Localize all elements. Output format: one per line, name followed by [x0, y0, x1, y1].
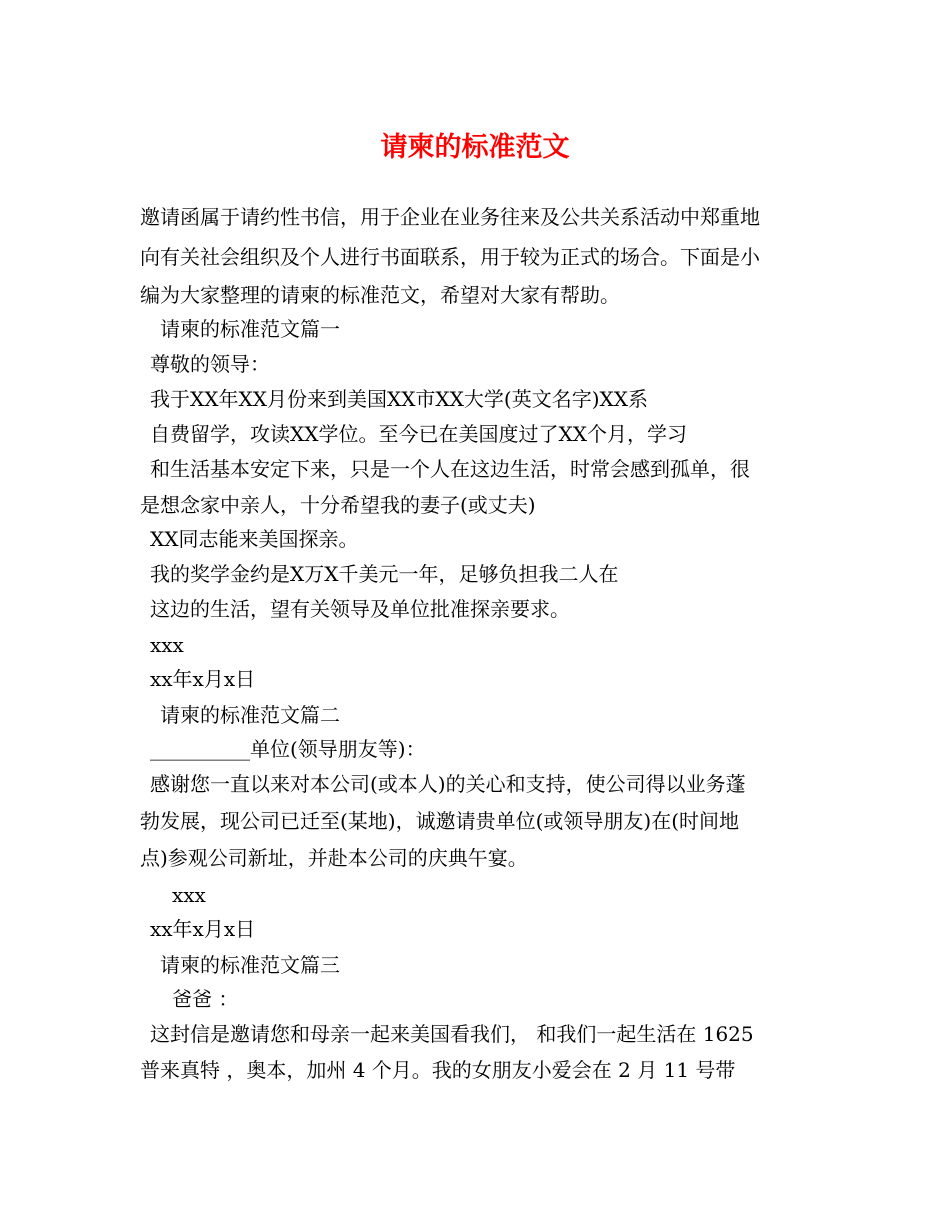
salutation: 爸爸 ：: [172, 987, 239, 1011]
paragraph-line: 勃发展，现公司已迁至(某地)，诚邀请贵单位(或领导朋友)在(时间地: [140, 809, 740, 833]
date: xx年x月x日: [150, 667, 256, 691]
signature: xxx: [150, 633, 184, 657]
paragraph-line: 自费留学，攻读XX学位。至今已在美国度过了XX个月，学习: [150, 422, 687, 446]
paragraph-line: 和生活基本安定下来，只是一个人在这边生活，时常会感到孤单，很: [150, 457, 750, 481]
paragraph-line: 点)参观公司新址，并赴本公司的庆典午宴。: [140, 846, 528, 870]
section-heading: 请柬的标准范文篇三: [160, 953, 340, 977]
section-heading: 请柬的标准范文篇一: [160, 317, 340, 341]
paragraph-line: 我于XX年XX月份来到美国XX市XX大学(英文名字)XX系: [150, 387, 648, 411]
paragraph-line: 编为大家整理的请柬的标准范文，希望对大家有帮助。: [140, 283, 620, 307]
paragraph-line: 是想念家中亲人，十分希望我的妻子(或丈夫): [140, 493, 536, 517]
paragraph-line: 这封信是邀请您和母亲一起来美国看我们， 和我们一起生活在 1625: [150, 1022, 754, 1046]
paragraph-line: 向有关社会组织及个人进行书面联系，用于较为正式的场合。下面是小: [140, 245, 760, 269]
document-title: 请柬的标准范文: [380, 132, 570, 163]
signature: xxx: [172, 883, 206, 907]
salutation: __________单位(领导朋友等)：: [150, 737, 426, 761]
paragraph-line: 这边的生活，望有关领导及单位批准探亲要求。: [150, 597, 570, 621]
paragraph-line: 普来真特 ，奥本，加州 4 个月。我的女朋友小爱会在 2 月 11 号带: [140, 1058, 736, 1082]
paragraph-line: XX同志能来美国探亲。: [150, 527, 359, 551]
paragraph-line: 我的奖学金约是X万X千美元一年，足够负担我二人在: [150, 562, 619, 586]
paragraph-line: 邀请函属于请约性书信，用于企业在业务往来及公共关系活动中郑重地: [140, 205, 760, 229]
date: xx年x月x日: [150, 917, 256, 941]
salutation: 尊敬的领导：: [150, 352, 270, 376]
paragraph-line: 感谢您一直以来对本公司(或本人)的关心和支持，使公司得以业务蓬: [150, 772, 746, 796]
section-heading: 请柬的标准范文篇二: [160, 703, 340, 727]
